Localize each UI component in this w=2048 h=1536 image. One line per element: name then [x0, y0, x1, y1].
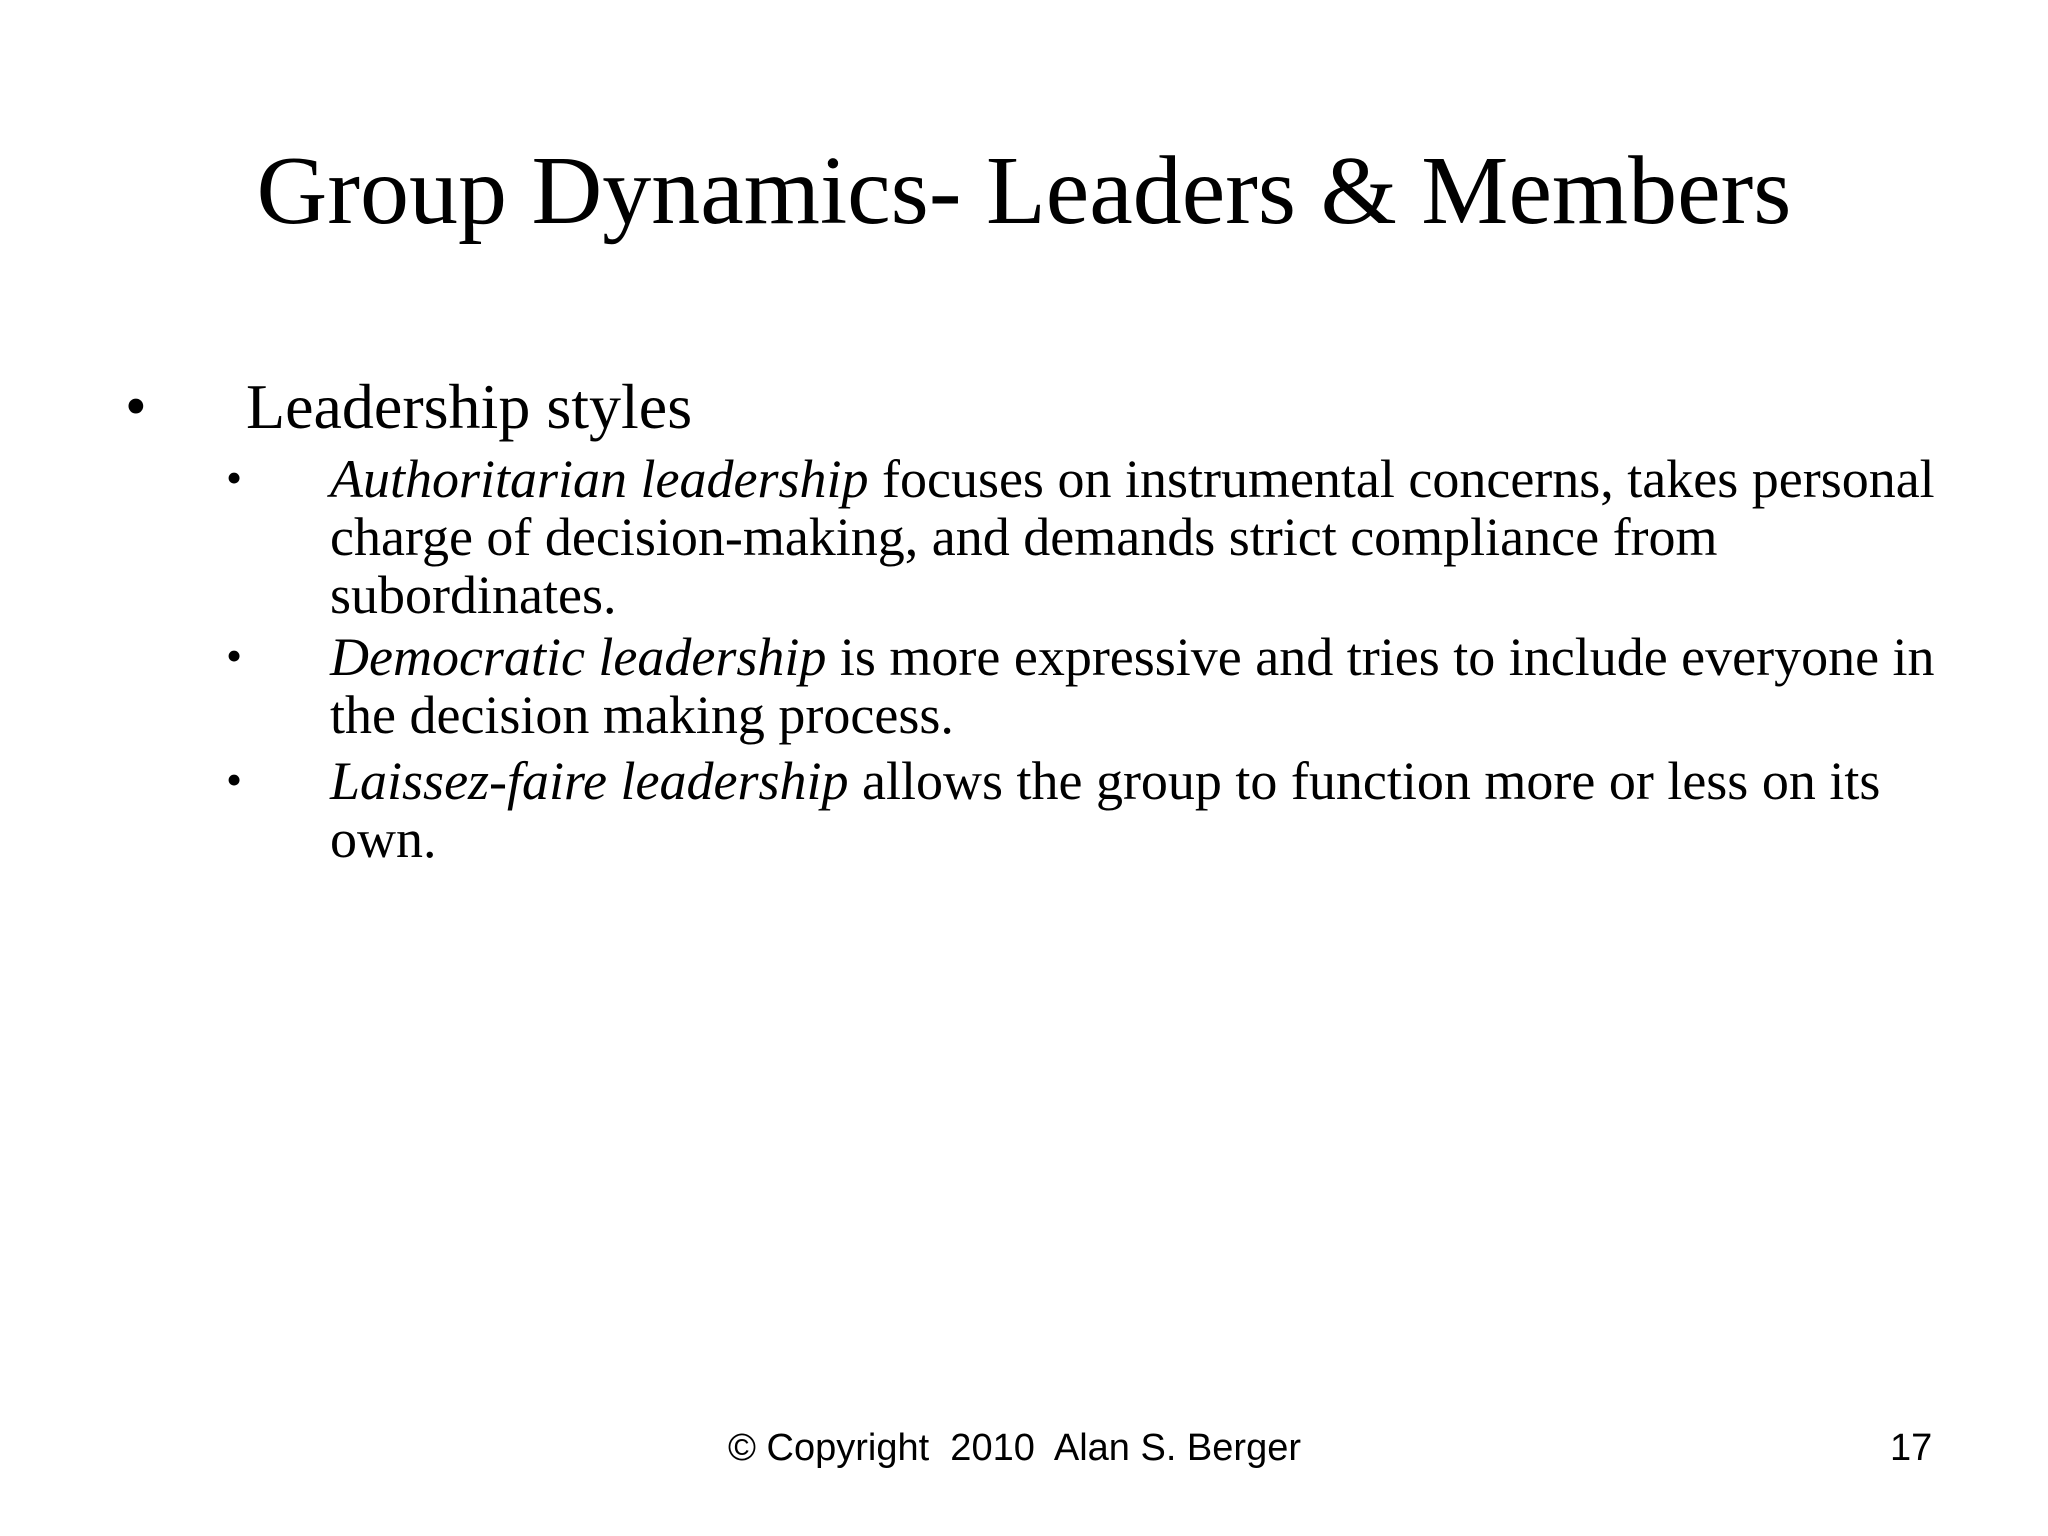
slide-title: Group Dynamics- Leaders & Members — [256, 137, 1792, 245]
sub-point-term: Laissez-faire leadership — [330, 751, 849, 811]
sub-point-description: focuses on instrumental concerns, takes personal charge of decision-making, and demands strict compliance from subordinates. — [330, 449, 1935, 625]
sub-point-term: Democratic leadership — [330, 627, 827, 687]
bullet-icon: • — [226, 452, 243, 503]
bullet-icon: • — [226, 630, 243, 681]
sub-point-text — [330, 628, 1950, 744]
page-number: 17 — [1890, 1427, 1933, 1469]
sub-point-term: Authoritarian leadership — [330, 449, 869, 509]
copyright-footer: © Copyright 2010 Alan S. Berger — [728, 1427, 1301, 1469]
sub-point-text — [330, 752, 1950, 868]
sub-point-text — [330, 450, 1950, 624]
bullet-icon: • — [226, 754, 243, 805]
main-point: Leadership styles — [246, 371, 693, 442]
bullet-icon: • — [125, 373, 147, 441]
sub-point-description: is more expressive and tries to include everyone in the decision making process. — [330, 627, 1935, 745]
sub-point-description: allows the group to function more or less on its own. — [330, 751, 1881, 869]
